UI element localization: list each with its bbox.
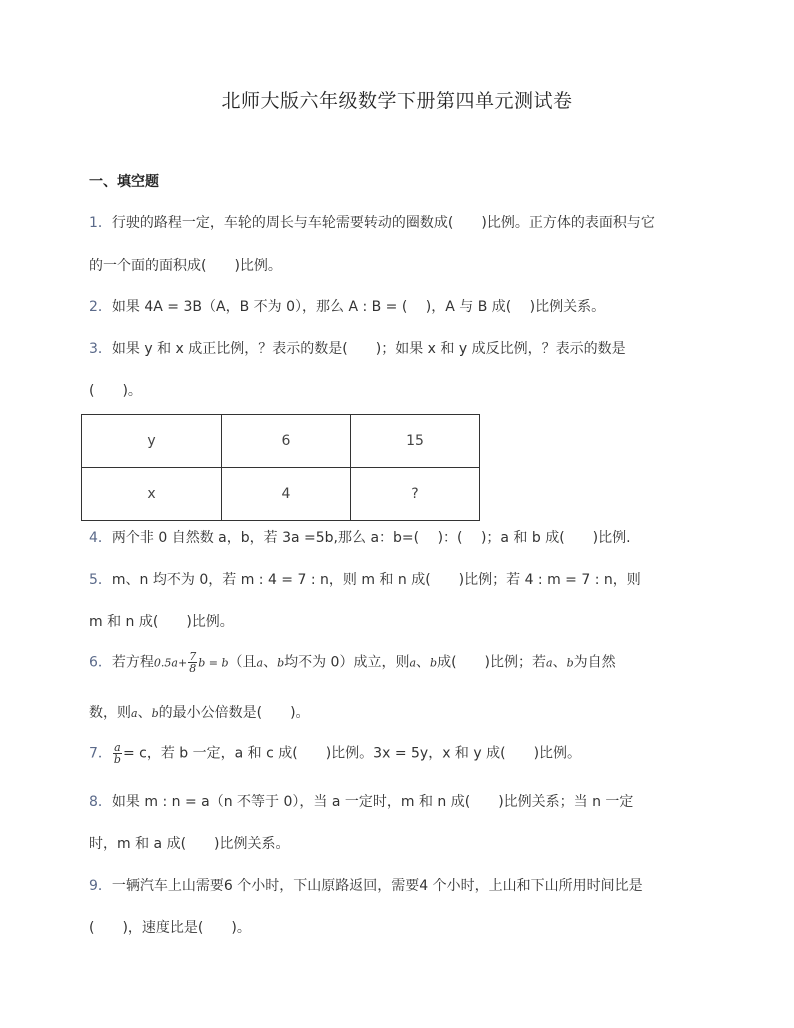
fraction-denominator: 8 (189, 662, 197, 675)
variable: a (131, 707, 138, 720)
separator: 、 (552, 654, 567, 671)
fraction-numerator: a (114, 741, 121, 754)
table-row (82, 468, 480, 521)
question-6-line-2 (89, 702, 310, 722)
question-7-line-1 (89, 742, 581, 765)
question-number: 4． (89, 530, 112, 546)
question-text: 的最小公倍数是( )。 (158, 705, 310, 721)
question-5-line-2: m 和 n 成( )比例。 (89, 614, 234, 630)
question-text: = c，若 b 一定，a 和 c 成( )比例。3x = 5y，x 和 y 成( )比例。 (122, 745, 582, 762)
question-number: 3． (89, 341, 112, 357)
fraction-denominator: b (113, 753, 121, 766)
question-text: 一辆汽车上山需要6 个小时，下山原路返回，需要4 个小时，上山和下山所用时间比是 (111, 878, 643, 894)
question-9-line-1 (89, 875, 643, 895)
proportion-table (81, 414, 480, 521)
separator: 、 (137, 705, 152, 721)
question-text: 如果 m : n = a（n 不等于 0），当 a 一定时，m 和 n 成( )比例关系；当 n 一定 (111, 794, 634, 810)
question-text: 数，则 (89, 705, 131, 721)
section-heading: 一、填空题 (89, 174, 159, 190)
table-cell: 15 (351, 415, 480, 468)
question-number: 2． (89, 299, 112, 315)
fraction (113, 742, 122, 765)
variable: a (409, 656, 417, 670)
fraction (188, 651, 197, 674)
separator: 、 (263, 654, 278, 671)
question-3-line-1 (89, 338, 626, 358)
table-cell: y (82, 415, 222, 468)
question-text: （且 (228, 654, 257, 671)
question-text: 如果 y 和 x 成正比例，？表示的数是( )；如果 x 和 y 成反比例，？表示的数是 (111, 341, 626, 357)
question-5-line-1 (89, 569, 641, 589)
table-cell: x (82, 468, 222, 521)
question-number: 8． (89, 794, 112, 810)
question-1-line-2: 的一个面的面积成( )比例。 (89, 258, 282, 274)
question-6-line-1 (89, 651, 616, 674)
equation-part: 0.5a+ (153, 656, 188, 670)
variable: b (566, 656, 574, 670)
question-8-line-1 (89, 791, 633, 811)
question-3-line-2: ( )。 (89, 383, 142, 399)
fraction-numerator: 7 (189, 650, 197, 663)
question-number: 5． (89, 572, 112, 588)
question-text: 若方程 (111, 654, 154, 671)
page-title: 北师大版六年级数学下册第四单元测试卷 (221, 90, 573, 112)
question-8-line-2: 时，m 和 a 成( )比例关系。 (89, 836, 290, 852)
variable: a (546, 656, 553, 670)
question-number: 7． (89, 745, 112, 762)
question-text: 成( )比例；若 (437, 654, 547, 671)
table-row (82, 415, 480, 468)
variable: b (277, 656, 285, 670)
question-text: m、n 均不为 0，若 m : 4 = 7 : n，则 m 和 n 成( )比例；若 4 : m = 7 : n，则 (111, 572, 641, 588)
table-cell: 4 (222, 468, 351, 521)
question-text: 如果 4A = 3B（A，B 不为 0），那么 A : B = ( )，A 与 B 成( )比例关系。 (111, 299, 606, 315)
question-4-line-1 (89, 527, 631, 547)
question-2-line-1 (89, 296, 605, 316)
question-number: 6． (89, 654, 112, 671)
variable: b (430, 656, 438, 670)
table-cell: ? (351, 468, 480, 521)
question-number: 9． (89, 878, 112, 894)
question-number: 1． (89, 215, 112, 231)
question-text: 两个非 0 自然数 a，b，若 3a =5b,那么 a：b=( )：( )；a 和 b 成( )比例. (111, 530, 631, 546)
table-cell: 6 (222, 415, 351, 468)
variable: b (151, 707, 159, 720)
question-text: 均不为 0）成立，则 (284, 654, 410, 671)
variable: a (256, 656, 264, 670)
question-1-line-1 (89, 212, 655, 232)
equation-part: b = b (198, 656, 229, 670)
question-text: 行驶的路程一定，车轮的周长与车轮需要转动的圈数成( )比例。正方体的表面积与它 (111, 215, 655, 231)
question-9-line-2: ( )，速度比是( )。 (89, 920, 251, 936)
separator: 、 (416, 654, 431, 671)
question-text: 为自然 (573, 654, 616, 671)
